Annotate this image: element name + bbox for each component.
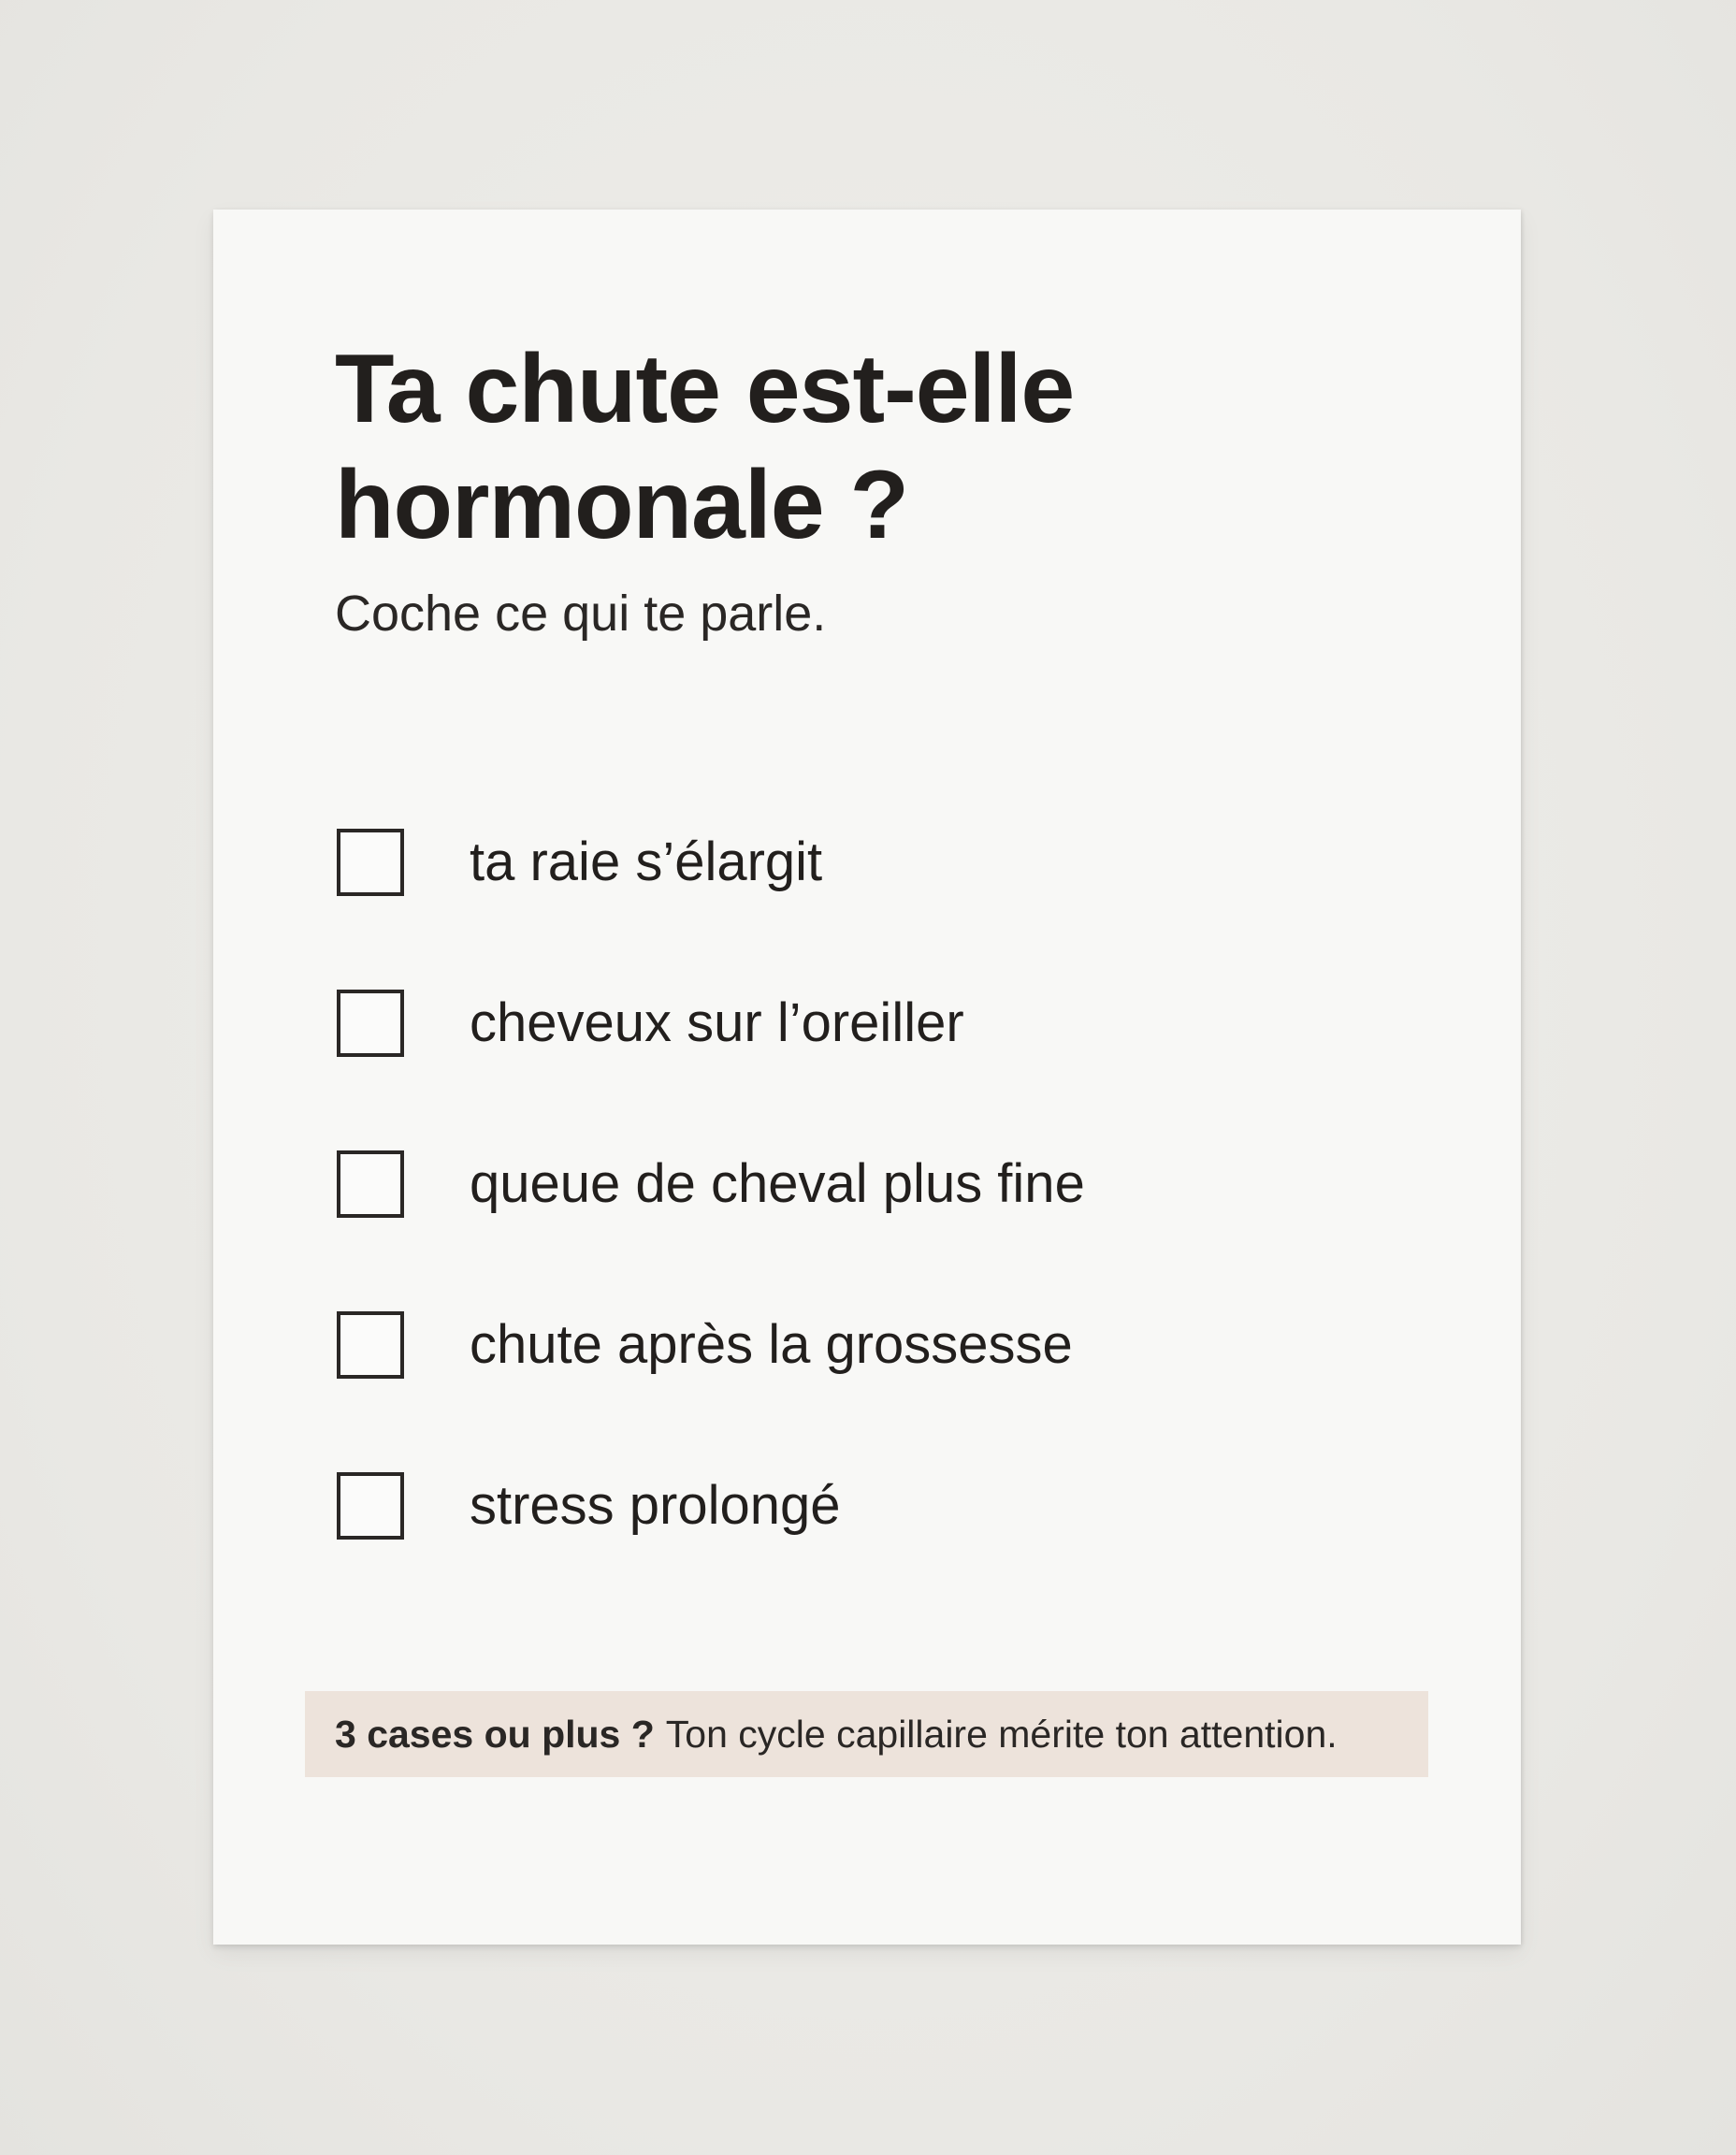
callout-bold-text: 3 cases ou plus ? (335, 1712, 655, 1756)
checklist-item-label: cheveux sur l’oreiller (470, 992, 964, 1053)
checkbox[interactable] (337, 1150, 404, 1218)
callout-banner (305, 1691, 1428, 1777)
checklist-item (337, 943, 1085, 1104)
title-line-2: hormonale ? (335, 451, 909, 559)
checkbox[interactable] (337, 1311, 404, 1379)
checklist-item-label: queue de cheval plus fine (470, 1153, 1085, 1214)
card-subtitle: Coche ce qui te parle. (335, 586, 827, 642)
callout-text: Ton cycle capillaire mérite ton attention. (665, 1712, 1338, 1756)
checklist-item (337, 782, 1085, 943)
card-title (335, 331, 1364, 563)
checkbox[interactable] (337, 829, 404, 896)
checklist-item (337, 1104, 1085, 1265)
checklist-card (213, 210, 1521, 1945)
title-line-1: Ta chute est-elle (335, 335, 1075, 443)
checkbox[interactable] (337, 1472, 404, 1540)
checklist (337, 782, 1085, 1586)
checklist-item-label: chute après la grossesse (470, 1314, 1073, 1375)
checklist-item (337, 1265, 1085, 1425)
checkbox[interactable] (337, 990, 404, 1057)
checklist-item-label: stress prolongé (470, 1475, 841, 1536)
checklist-item (337, 1425, 1085, 1586)
checklist-item-label: ta raie s’élargit (470, 832, 823, 892)
